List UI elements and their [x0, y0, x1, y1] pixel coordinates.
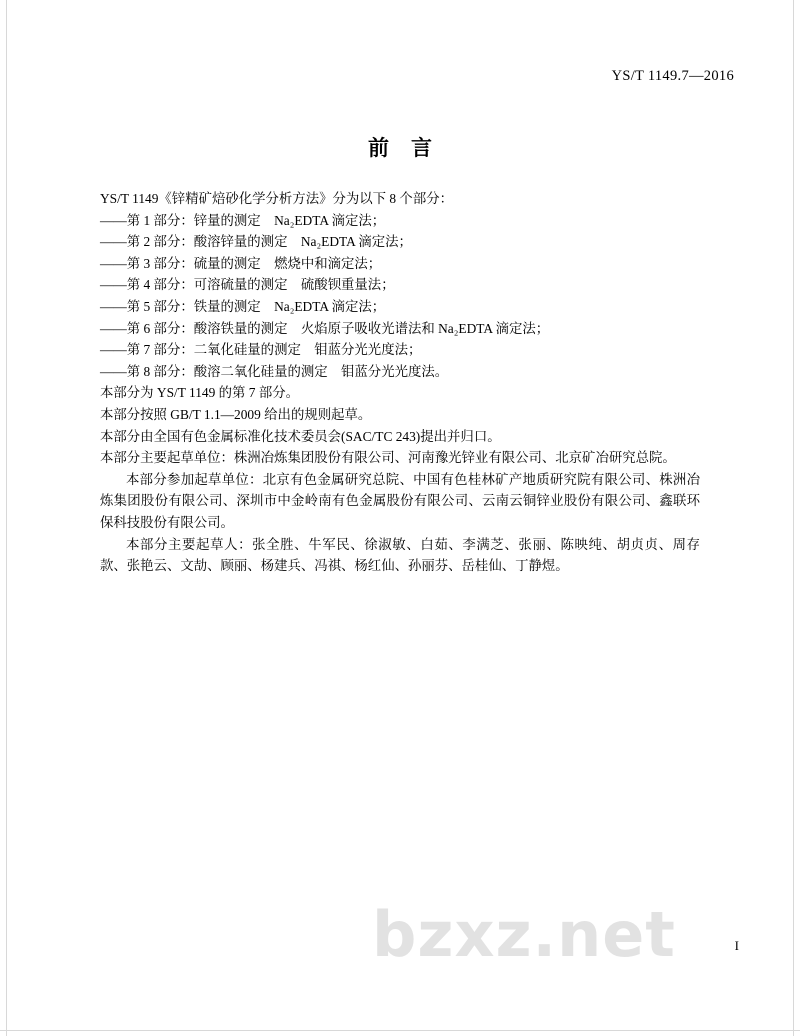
part-item-4: ——第 4 部分：可溶硫量的测定 硫酸钡重量法；	[100, 277, 395, 293]
watermark: bzxz.net	[372, 898, 676, 971]
foreword-body	[100, 188, 700, 577]
part-item-2: ——第 2 部分：酸溶锌量的测定 Na₂EDTA 滴定法；	[100, 234, 412, 250]
statement-drafting-rule: 本部分按照 GB/T 1.1—2009 给出的规则起草。	[100, 406, 372, 422]
statement-part-number: 本部分为 YS/T 1149 的第 7 部分。	[100, 385, 300, 401]
part-item-5: ——第 5 部分：铁量的测定 Na₂EDTA 滴定法；	[100, 298, 386, 314]
part-item-6: ——第 6 部分：酸溶铁量的测定 火焰原子吸收光谱法和 Na₂EDTA 滴定法；	[100, 320, 550, 336]
part-item-8: ——第 8 部分：酸溶二氧化硅量的测定 钼蓝分光光度法。	[100, 363, 449, 379]
standard-code-header: YS/T 1149.7—2016	[611, 68, 734, 84]
statement-proposing-body: 本部分由全国有色金属标准化技术委员会(SAC/TC 243)提出并归口。	[100, 428, 501, 444]
foreword-intro: YS/T 1149《锌精矿焙砂化学分析方法》分为以下 8 个部分：	[100, 191, 453, 206]
statement-main-units: 本部分主要起草单位：株洲冶炼集团股份有限公司、河南豫光锌业有限公司、北京矿冶研究总院。	[100, 450, 676, 466]
part-item-1: ——第 1 部分：锌量的测定 Na₂EDTA 滴定法；	[100, 212, 386, 228]
part-item-7: ——第 7 部分：二氧化硅量的测定 钼蓝分光光度法；	[100, 342, 422, 358]
page-number: I	[734, 938, 739, 953]
participating-units: 本部分参加起草单位：北京有色金属研究总院、中国有色桂林矿产地质研究院有限公司、株洲冶炼集团股份有限公司、深圳市中金岭南有色金属股份有限公司、云南云铜锌业股份有限公司、鑫联环保科技股份有限公司。	[100, 471, 700, 530]
page-title: 前言	[368, 135, 454, 160]
part-item-3: ——第 3 部分：硫量的测定 燃烧中和滴定法；	[100, 255, 382, 271]
page-edge-bottom	[0, 1030, 800, 1031]
main-drafters: 本部分主要起草人：张全胜、牛军民、徐淑敏、白茹、李满芝、张丽、陈映纯、胡贞贞、周存款、张艳云、文劼、顾丽、杨建兵、冯祺、杨红仙、孙丽芬、岳桂仙、丁静煜。	[100, 536, 700, 574]
